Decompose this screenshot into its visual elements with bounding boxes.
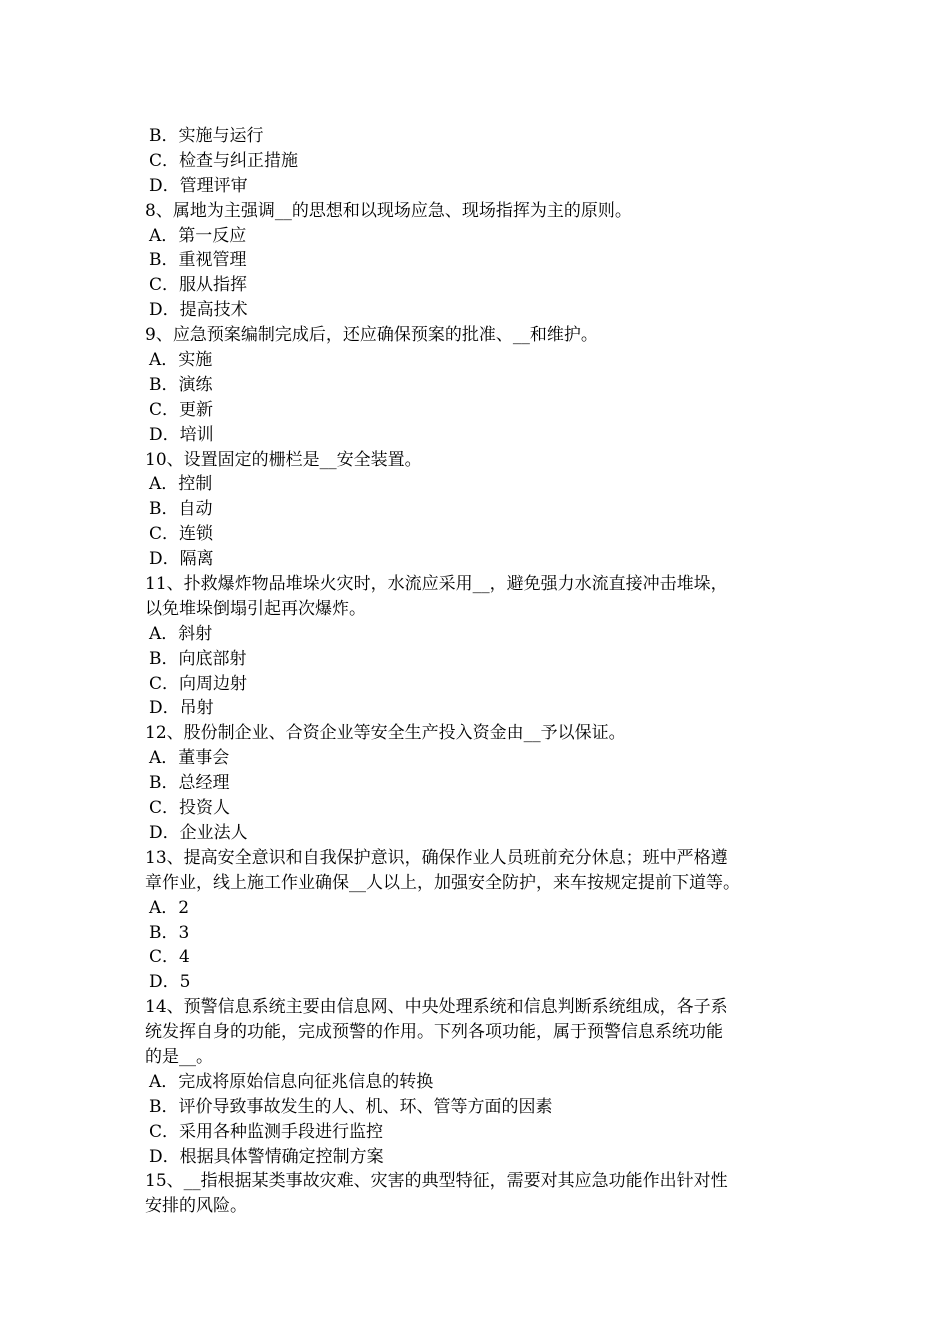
answer-option: C．4: [149, 947, 190, 968]
answer-option: A．完成将原始信息向征兆信息的转换: [149, 1071, 434, 1092]
question-text: 10、设置固定的栅栏是__安全装置。: [145, 449, 422, 470]
document-page: [145, 124, 810, 1219]
question-text: [145, 846, 810, 896]
answer-option: B．自动: [149, 499, 213, 520]
answer-option: C．服从指挥: [149, 275, 248, 296]
question-line: 的是__。: [145, 1046, 213, 1067]
answer-option: A．董事会: [149, 748, 230, 769]
answer-option: B．评价导致事故发生的人、机、环、管等方面的因素: [149, 1096, 553, 1117]
answer-option: D．吊射: [149, 698, 214, 719]
answer-option: B．总经理: [149, 773, 230, 794]
answer-option: D．企业法人: [149, 822, 248, 843]
answer-option: C．向周边射: [149, 673, 248, 694]
question-text: 9、应急预案编制完成后，还应确保预案的批准、__和维护。: [145, 325, 598, 346]
question-line: 统发挥自身的功能，完成预警的作用。下列各项功能，属于预警信息系统功能: [145, 1022, 723, 1043]
answer-option: D．管理评审: [149, 175, 248, 196]
answer-option: D．隔离: [149, 549, 214, 570]
answer-option: C．更新: [149, 399, 214, 420]
question-text: [145, 572, 810, 622]
question-text: [145, 995, 810, 1070]
question-line: 13、提高安全意识和自我保护意识，确保作业人员班前充分休息；班中严格遵: [145, 847, 728, 868]
answer-option: A．第一反应: [149, 225, 247, 246]
answer-option: C．检查与纠正措施: [149, 150, 299, 171]
answer-option: B．演练: [149, 374, 213, 395]
answer-option: A．2: [149, 897, 190, 918]
question-line: 安排的风险。: [145, 1196, 247, 1217]
answer-option: B．重视管理: [149, 250, 247, 271]
answer-option: A．实施: [149, 350, 213, 371]
question-line: 以免堆垛倒塌引起再次爆炸。: [145, 598, 366, 619]
answer-option: B．3: [149, 922, 190, 943]
answer-option: A．斜射: [149, 623, 213, 644]
question-text: [145, 1169, 810, 1219]
answer-option: D．根据具体警情确定控制方案: [149, 1146, 384, 1167]
answer-option: C．投资人: [149, 798, 231, 819]
answer-option: A．控制: [149, 474, 213, 495]
answer-option: B．实施与运行: [149, 126, 264, 146]
answer-option: C．采用各种监测手段进行监控: [149, 1121, 384, 1142]
question-line: 11、扑救爆炸物品堆垛火灾时，水流应采用__，避免强力水流直接冲击堆垛，: [145, 574, 728, 595]
answer-option: D．5: [149, 972, 191, 993]
question-line: 14、预警信息系统主要由信息网、中央处理系统和信息判断系统组成，各子系: [145, 997, 728, 1018]
answer-option: D．提高技术: [149, 300, 248, 321]
question-text: 8、属地为主强调__的思想和以现场应急、现场指挥为主的原则。: [145, 200, 632, 221]
question-text: 12、股份制企业、合资企业等安全生产投入资金由__予以保证。: [145, 723, 626, 744]
answer-option: C．连锁: [149, 524, 214, 545]
question-line: 15、__指根据某类事故灾难、灾害的典型特征，需要对其应急功能作出针对性: [145, 1171, 728, 1192]
answer-option: B．向底部射: [149, 648, 247, 669]
answer-option: D．培训: [149, 424, 214, 445]
question-line: 章作业，线上施工作业确保__人以上，加强安全防护，来车按规定提前下道等。: [145, 872, 740, 893]
